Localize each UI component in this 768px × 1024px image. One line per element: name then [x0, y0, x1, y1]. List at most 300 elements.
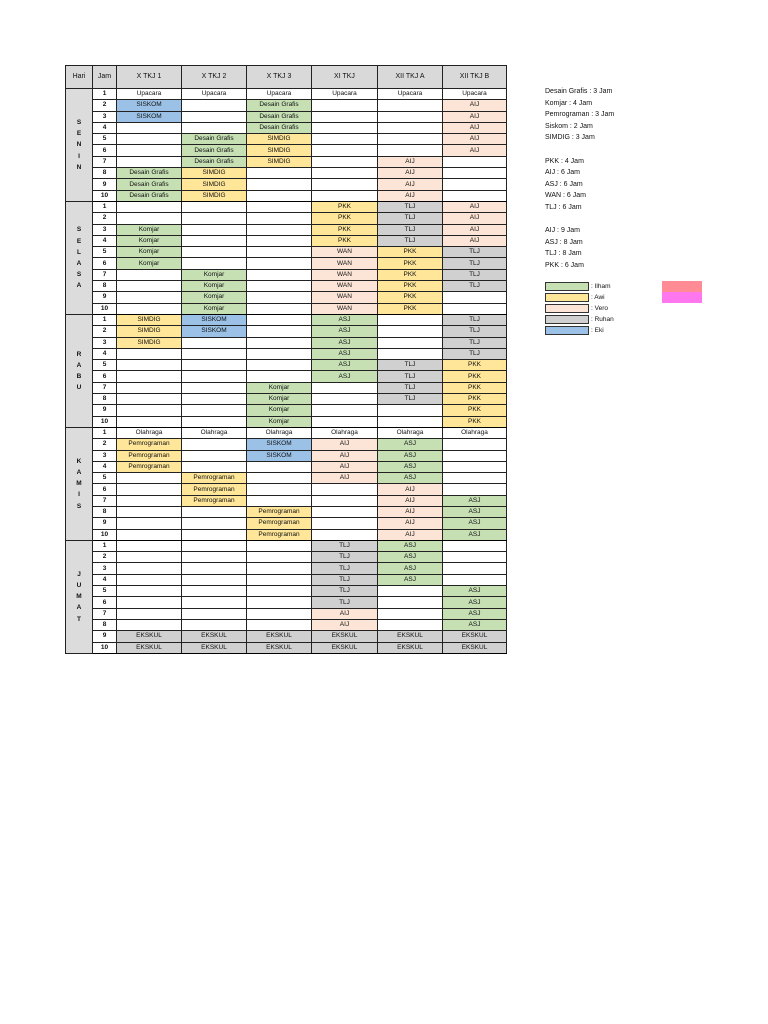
- schedule-cell: [117, 495, 182, 506]
- table-row: [66, 269, 507, 280]
- schedule-cell: Pemrograman: [117, 439, 182, 450]
- schedule-cell: TLJ: [443, 247, 507, 258]
- schedule-cell: TLJ: [378, 201, 443, 212]
- schedule-cell: [312, 100, 378, 111]
- schedule-cell: WAN: [312, 292, 378, 303]
- schedule-cell: EKSKUL: [247, 631, 312, 642]
- legend-label: : Ilham: [591, 283, 611, 290]
- schedule-cell: [117, 122, 182, 133]
- schedule-cell: Komjar: [182, 269, 247, 280]
- schedule-cell: AIJ: [378, 518, 443, 529]
- period-number: 7: [93, 382, 117, 393]
- schedule-cell: [117, 608, 182, 619]
- schedule-cell: [312, 506, 378, 517]
- legend-swatch: [545, 293, 589, 303]
- schedule-cell: WAN: [312, 269, 378, 280]
- schedule-cell: [247, 303, 312, 314]
- schedule-cell: [312, 405, 378, 416]
- schedule-cell: [378, 597, 443, 608]
- table-row: [66, 586, 507, 597]
- schedule-cell: [247, 269, 312, 280]
- schedule-cell: Desain Grafis: [117, 168, 182, 179]
- hours-note: Komjar : 4 Jam: [545, 99, 593, 107]
- schedule-cell: AIJ: [378, 168, 443, 179]
- schedule-cell: [247, 540, 312, 551]
- table-row: [66, 427, 507, 438]
- column-header: XII TKJ B: [443, 66, 507, 89]
- schedule-cell: [443, 168, 507, 179]
- schedule-cell: AIJ: [443, 235, 507, 246]
- schedule-cell: [117, 506, 182, 517]
- schedule-cell: PKK: [443, 382, 507, 393]
- period-number: 4: [93, 461, 117, 472]
- schedule-cell: [182, 552, 247, 563]
- schedule-cell: Komjar: [117, 235, 182, 246]
- table-row: [66, 134, 507, 145]
- schedule-cell: Olahraga: [182, 427, 247, 438]
- schedule-cell: AIJ: [312, 608, 378, 619]
- schedule-cell: Desain Grafis: [182, 145, 247, 156]
- hours-note: ASJ : 6 Jam: [545, 180, 583, 188]
- schedule-cell: [378, 405, 443, 416]
- legend-label: : Awi: [591, 294, 605, 301]
- schedule-cell: [312, 416, 378, 427]
- table-row: [66, 122, 507, 133]
- legend-label: : Eki: [591, 327, 604, 334]
- schedule-cell: Komjar: [182, 303, 247, 314]
- period-number: 6: [93, 371, 117, 382]
- table-row: [66, 484, 507, 495]
- schedule-cell: ASJ: [443, 529, 507, 540]
- table-row: [66, 371, 507, 382]
- legend-swatch: [545, 282, 589, 292]
- schedule-cell: [247, 461, 312, 472]
- hours-note: AIJ : 6 Jam: [545, 169, 581, 177]
- schedule-cell: TLJ: [312, 586, 378, 597]
- period-number: 6: [93, 145, 117, 156]
- schedule-cell: PKK: [443, 405, 507, 416]
- table-row: [66, 642, 507, 653]
- schedule-cell: [443, 574, 507, 585]
- schedule-cell: TLJ: [378, 371, 443, 382]
- schedule-cell: [182, 574, 247, 585]
- schedule-cell: ASJ: [443, 608, 507, 619]
- schedule-cell: PKK: [443, 371, 507, 382]
- schedule-cell: [182, 608, 247, 619]
- schedule-cell: PKK: [312, 213, 378, 224]
- table-row: [66, 506, 507, 517]
- schedule-cell: EKSKUL: [182, 642, 247, 653]
- schedule-cell: [182, 258, 247, 269]
- schedule-cell: [378, 337, 443, 348]
- schedule-cell: [182, 506, 247, 517]
- period-number: 5: [93, 586, 117, 597]
- day-section-rabu: [66, 314, 507, 427]
- period-number: 1: [93, 314, 117, 325]
- schedule-cell: [312, 145, 378, 156]
- schedule-cell: [443, 552, 507, 563]
- legend-label: : Ruhan: [591, 316, 614, 323]
- schedule-cell: SIMDIG: [182, 179, 247, 190]
- schedule-cell: ASJ: [378, 439, 443, 450]
- period-number: 6: [93, 484, 117, 495]
- table-row: [66, 439, 507, 450]
- schedule-cell: ASJ: [312, 348, 378, 359]
- schedule-cell: AIJ: [378, 529, 443, 540]
- schedule-cell: EKSKUL: [378, 631, 443, 642]
- schedule-cell: [182, 122, 247, 133]
- schedule-cell: EKSKUL: [443, 642, 507, 653]
- schedule-cell: Pemrograman: [182, 495, 247, 506]
- schedule-cell: ASJ: [312, 337, 378, 348]
- table-row: [66, 89, 507, 100]
- table-row: [66, 608, 507, 619]
- schedule-cell: [247, 179, 312, 190]
- schedule-cell: [182, 348, 247, 359]
- schedule-cell: [182, 529, 247, 540]
- schedule-cell: Upacara: [378, 89, 443, 100]
- schedule-cell: [182, 461, 247, 472]
- schedule-cell: [117, 303, 182, 314]
- period-number: 8: [93, 394, 117, 405]
- schedule-cell: [117, 473, 182, 484]
- schedule-cell: [443, 190, 507, 201]
- schedule-cell: ASJ: [443, 506, 507, 517]
- schedule-cell: Olahraga: [247, 427, 312, 438]
- schedule-cell: SIMDIG: [247, 156, 312, 167]
- schedule-cell: [312, 168, 378, 179]
- schedule-cell: [247, 608, 312, 619]
- period-number: 10: [93, 529, 117, 540]
- schedule-cell: [117, 405, 182, 416]
- table-row: [66, 540, 507, 551]
- schedule-cell: PKK: [378, 281, 443, 292]
- period-number: 7: [93, 608, 117, 619]
- schedule-cell: [247, 619, 312, 630]
- column-header: X TKJ 3: [247, 66, 312, 89]
- schedule-cell: [117, 382, 182, 393]
- schedule-cell: ASJ: [443, 597, 507, 608]
- schedule-cell: Pemrograman: [182, 484, 247, 495]
- schedule-cell: [312, 484, 378, 495]
- schedule-cell: Upacara: [247, 89, 312, 100]
- schedule-cell: Desain Grafis: [117, 179, 182, 190]
- schedule-cell: Desain Grafis: [182, 134, 247, 145]
- day-label: S E L A S A: [66, 201, 93, 314]
- schedule-cell: TLJ: [443, 348, 507, 359]
- legend-item: [545, 292, 614, 303]
- schedule-cell: AIJ: [312, 439, 378, 450]
- schedule-cell: [182, 563, 247, 574]
- schedule-cell: [378, 111, 443, 122]
- table-row: [66, 145, 507, 156]
- hours-note: SIMDIG : 3 Jam: [545, 134, 595, 142]
- schedule-cell: [247, 190, 312, 201]
- table-row: [66, 405, 507, 416]
- schedule-cell: [182, 360, 247, 371]
- schedule-cell: [443, 156, 507, 167]
- schedule-cell: [247, 360, 312, 371]
- legend-swatch: [545, 326, 589, 336]
- legend-item: [545, 325, 614, 336]
- table-row: [66, 156, 507, 167]
- schedule-cell: [247, 552, 312, 563]
- schedule-cell: TLJ: [378, 360, 443, 371]
- schedule-cell: PKK: [443, 394, 507, 405]
- schedule-cell: [247, 201, 312, 212]
- schedule-cell: [247, 597, 312, 608]
- schedule-cell: [182, 100, 247, 111]
- schedule-cell: [247, 484, 312, 495]
- schedule-cell: Upacara: [312, 89, 378, 100]
- schedule-cell: AIJ: [443, 145, 507, 156]
- schedule-cell: AIJ: [378, 506, 443, 517]
- schedule-cell: SISKOM: [182, 326, 247, 337]
- schedule-cell: [378, 416, 443, 427]
- day-label: R A B U: [66, 314, 93, 427]
- table-row: [66, 179, 507, 190]
- period-number: 3: [93, 111, 117, 122]
- schedule-cell: [182, 235, 247, 246]
- period-number: 5: [93, 360, 117, 371]
- schedule-cell: [378, 122, 443, 133]
- period-number: 9: [93, 292, 117, 303]
- table-row: [66, 518, 507, 529]
- schedule-cell: Komjar: [117, 247, 182, 258]
- table-row: [66, 631, 507, 642]
- table-row: [66, 314, 507, 325]
- legend-swatch: [545, 304, 589, 314]
- schedule-cell: AIJ: [443, 201, 507, 212]
- schedule-cell: AIJ: [378, 484, 443, 495]
- schedule-cell: [182, 111, 247, 122]
- schedule-cell: [182, 337, 247, 348]
- schedule-cell: SISKOM: [117, 111, 182, 122]
- table-row: [66, 597, 507, 608]
- schedule-cell: [312, 382, 378, 393]
- schedule-cell: TLJ: [312, 563, 378, 574]
- schedule-cell: SIMDIG: [247, 134, 312, 145]
- schedule-cell: [247, 292, 312, 303]
- table-row: [66, 394, 507, 405]
- schedule-cell: EKSKUL: [247, 642, 312, 653]
- schedule-cell: [443, 179, 507, 190]
- schedule-cell: TLJ: [443, 337, 507, 348]
- period-number: 10: [93, 642, 117, 653]
- schedule-cell: TLJ: [312, 552, 378, 563]
- schedule-cell: [182, 586, 247, 597]
- schedule-cell: [247, 326, 312, 337]
- schedule-cell: Pemrograman: [247, 518, 312, 529]
- period-number: 3: [93, 450, 117, 461]
- schedule-cell: TLJ: [312, 597, 378, 608]
- schedule-cell: AIJ: [312, 461, 378, 472]
- day-label: K A M I S: [66, 427, 93, 540]
- schedule-cell: PKK: [378, 292, 443, 303]
- schedule-cell: Desain Grafis: [117, 190, 182, 201]
- schedule-cell: [247, 586, 312, 597]
- schedule-cell: Pemrograman: [247, 529, 312, 540]
- schedule-cell: WAN: [312, 258, 378, 269]
- schedule-cell: [182, 394, 247, 405]
- column-header: Hari: [66, 66, 93, 89]
- table-row: [66, 168, 507, 179]
- column-header: XI TKJ: [312, 66, 378, 89]
- schedule-cell: SISKOM: [182, 314, 247, 325]
- schedule-cell: PKK: [378, 247, 443, 258]
- table-row: [66, 111, 507, 122]
- period-number: 8: [93, 281, 117, 292]
- schedule-cell: [117, 597, 182, 608]
- schedule-cell: [247, 258, 312, 269]
- schedule-cell: ASJ: [443, 518, 507, 529]
- schedule-cell: PKK: [312, 235, 378, 246]
- schedule-cell: Komjar: [182, 281, 247, 292]
- schedule-cell: [182, 247, 247, 258]
- period-number: 1: [93, 201, 117, 212]
- schedule-cell: [182, 540, 247, 551]
- schedule-cell: PKK: [443, 416, 507, 427]
- period-number: 10: [93, 190, 117, 201]
- period-number: 1: [93, 89, 117, 100]
- schedule-cell: ASJ: [378, 473, 443, 484]
- hours-note: TLJ : 8 Jam: [545, 250, 582, 258]
- period-number: 1: [93, 540, 117, 551]
- schedule-cell: [247, 348, 312, 359]
- hours-note: [545, 144, 614, 156]
- schedule-cell: [312, 495, 378, 506]
- schedule-cell: EKSKUL: [117, 642, 182, 653]
- schedule-cell: SIMDIG: [247, 145, 312, 156]
- schedule-cell: [117, 371, 182, 382]
- schedule-table: [65, 65, 507, 654]
- schedule-cell: [247, 213, 312, 224]
- day-section-kamis: [66, 427, 507, 540]
- schedule-cell: [117, 201, 182, 212]
- schedule-cell: [182, 450, 247, 461]
- schedule-cell: Olahraga: [117, 427, 182, 438]
- schedule-cell: [117, 586, 182, 597]
- schedule-cell: EKSKUL: [117, 631, 182, 642]
- schedule-cell: [117, 529, 182, 540]
- schedule-cell: ASJ: [312, 360, 378, 371]
- schedule-cell: ASJ: [378, 552, 443, 563]
- table-row: [66, 258, 507, 269]
- schedule-cell: Desain Grafis: [247, 100, 312, 111]
- table-row: [66, 247, 507, 258]
- schedule-cell: Komjar: [117, 258, 182, 269]
- schedule-cell: TLJ: [443, 314, 507, 325]
- schedule-cell: ASJ: [312, 371, 378, 382]
- schedule-cell: Komjar: [117, 224, 182, 235]
- schedule-cell: ASJ: [378, 574, 443, 585]
- schedule-cell: Desain Grafis: [247, 122, 312, 133]
- period-number: 8: [93, 619, 117, 630]
- schedule-cell: [312, 394, 378, 405]
- period-number: 4: [93, 235, 117, 246]
- schedule-cell: SISKOM: [247, 450, 312, 461]
- schedule-cell: EKSKUL: [378, 642, 443, 653]
- table-row: [66, 495, 507, 506]
- schedule-cell: ASJ: [312, 314, 378, 325]
- schedule-cell: WAN: [312, 281, 378, 292]
- period-number: 6: [93, 597, 117, 608]
- schedule-cell: [443, 461, 507, 472]
- table-row: [66, 574, 507, 585]
- schedule-cell: [117, 416, 182, 427]
- hours-note: WAN : 6 Jam: [545, 192, 586, 200]
- day-section-senin: [66, 89, 507, 202]
- schedule-cell: [117, 134, 182, 145]
- schedule-cell: Pemrograman: [182, 473, 247, 484]
- schedule-cell: [117, 619, 182, 630]
- schedule-cell: [312, 518, 378, 529]
- schedule-cell: SIMDIG: [117, 314, 182, 325]
- schedule-cell: [247, 235, 312, 246]
- schedule-cell: [378, 314, 443, 325]
- schedule-cell: Olahraga: [443, 427, 507, 438]
- table-row: [66, 450, 507, 461]
- extra-color-swatch-2: [662, 292, 702, 303]
- legend-item: [545, 314, 614, 325]
- schedule-cell: [312, 111, 378, 122]
- schedule-cell: [182, 213, 247, 224]
- schedule-cell: [117, 292, 182, 303]
- schedule-cell: Pemrograman: [247, 506, 312, 517]
- schedule-cell: Upacara: [182, 89, 247, 100]
- table-row: [66, 213, 507, 224]
- table-row: [66, 201, 507, 212]
- schedule-cell: TLJ: [378, 235, 443, 246]
- table-row: [66, 619, 507, 630]
- schedule-cell: [378, 326, 443, 337]
- schedule-cell: [182, 439, 247, 450]
- schedule-cell: ASJ: [443, 619, 507, 630]
- schedule-cell: ASJ: [378, 540, 443, 551]
- teacher-legend: [545, 281, 614, 336]
- period-number: 3: [93, 563, 117, 574]
- schedule-cell: SIMDIG: [182, 190, 247, 201]
- schedule-cell: AIJ: [443, 213, 507, 224]
- schedule-cell: AIJ: [378, 156, 443, 167]
- table-row: [66, 473, 507, 484]
- period-number: 2: [93, 213, 117, 224]
- schedule-cell: AIJ: [378, 179, 443, 190]
- schedule-cell: [247, 337, 312, 348]
- schedule-cell: [182, 224, 247, 235]
- schedule-cell: EKSKUL: [182, 631, 247, 642]
- period-number: 3: [93, 224, 117, 235]
- schedule-cell: ASJ: [378, 563, 443, 574]
- schedule-cell: Komjar: [182, 292, 247, 303]
- column-header: XII TKJ A: [378, 66, 443, 89]
- table-row: [66, 224, 507, 235]
- period-number: 2: [93, 439, 117, 450]
- table-row: [66, 348, 507, 359]
- schedule-cell: SISKOM: [247, 439, 312, 450]
- schedule-cell: [117, 552, 182, 563]
- schedule-cell: [378, 100, 443, 111]
- period-number: 9: [93, 179, 117, 190]
- schedule-cell: PKK: [378, 303, 443, 314]
- schedule-cell: [117, 574, 182, 585]
- period-number: 7: [93, 269, 117, 280]
- schedule-cell: [117, 281, 182, 292]
- schedule-cell: [117, 394, 182, 405]
- period-number: 3: [93, 337, 117, 348]
- schedule-cell: [378, 619, 443, 630]
- table-row: [66, 100, 507, 111]
